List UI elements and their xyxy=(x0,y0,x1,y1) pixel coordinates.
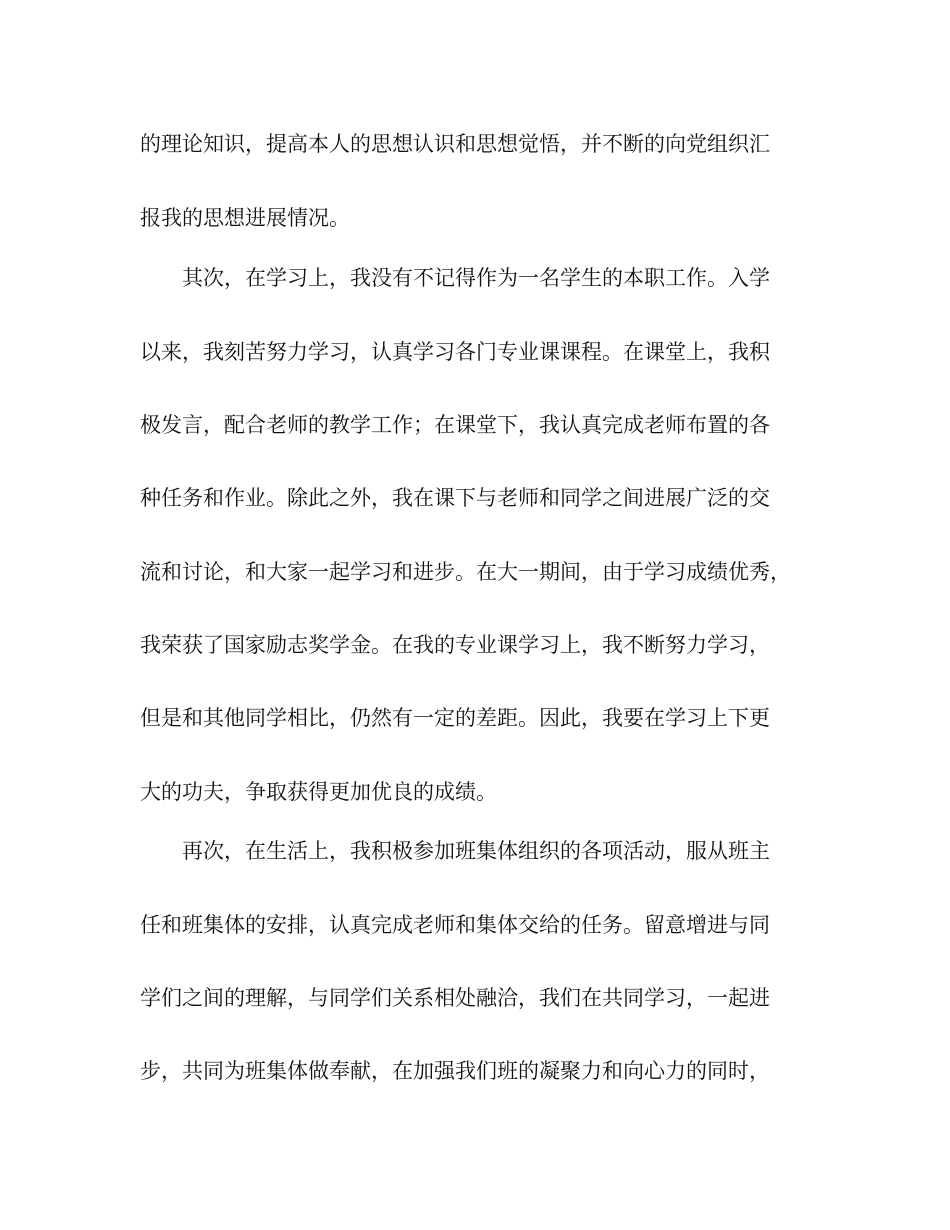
text-line: 以来，我刻苦努力学习，认真学习各门专业课课程。在课堂上，我积 xyxy=(140,340,770,364)
text-line: 步，共同为班集体做奉献，在加强我们班的凝聚力和向心力的同时， xyxy=(140,1059,770,1083)
paragraph-start-line: 再次，在生活上，我积极参加班集体组织的各项活动，服从班主 xyxy=(182,839,770,863)
text-line: 流和讨论，和大家一起学习和进步。在大一期间，由于学习成绩优秀， xyxy=(140,560,791,584)
text-line: 极发言，配合老师的教学工作；在课堂下，我认真完成老师布置的各 xyxy=(140,413,770,437)
text-line: 但是和其他同学相比，仍然有一定的差距。因此，我要在学习上下更 xyxy=(140,706,770,730)
text-line: 种任务和作业。除此之外，我在课下与老师和同学之间进展广泛的交 xyxy=(140,486,770,510)
text-line: 报我的思想进展情况。 xyxy=(140,206,350,230)
paragraph-start-line: 其次，在学习上，我没有不记得作为一名学生的本职工作。入学 xyxy=(182,266,770,290)
text-line: 的理论知识，提高本人的思想认识和思想觉悟，并不断的向党组织汇 xyxy=(140,132,770,156)
text-line: 学们之间的理解，与同学们关系相处融洽，我们在共同学习，一起进 xyxy=(140,986,770,1010)
text-line: 大的功夫，争取获得更加优良的成绩。 xyxy=(140,780,497,804)
text-line: 任和班集体的安排，认真完成老师和集体交给的任务。留意增进与同 xyxy=(140,913,770,937)
text-line: 我荣获了国家励志奖学金。在我的专业课学习上，我不断努力学习， xyxy=(140,633,770,657)
